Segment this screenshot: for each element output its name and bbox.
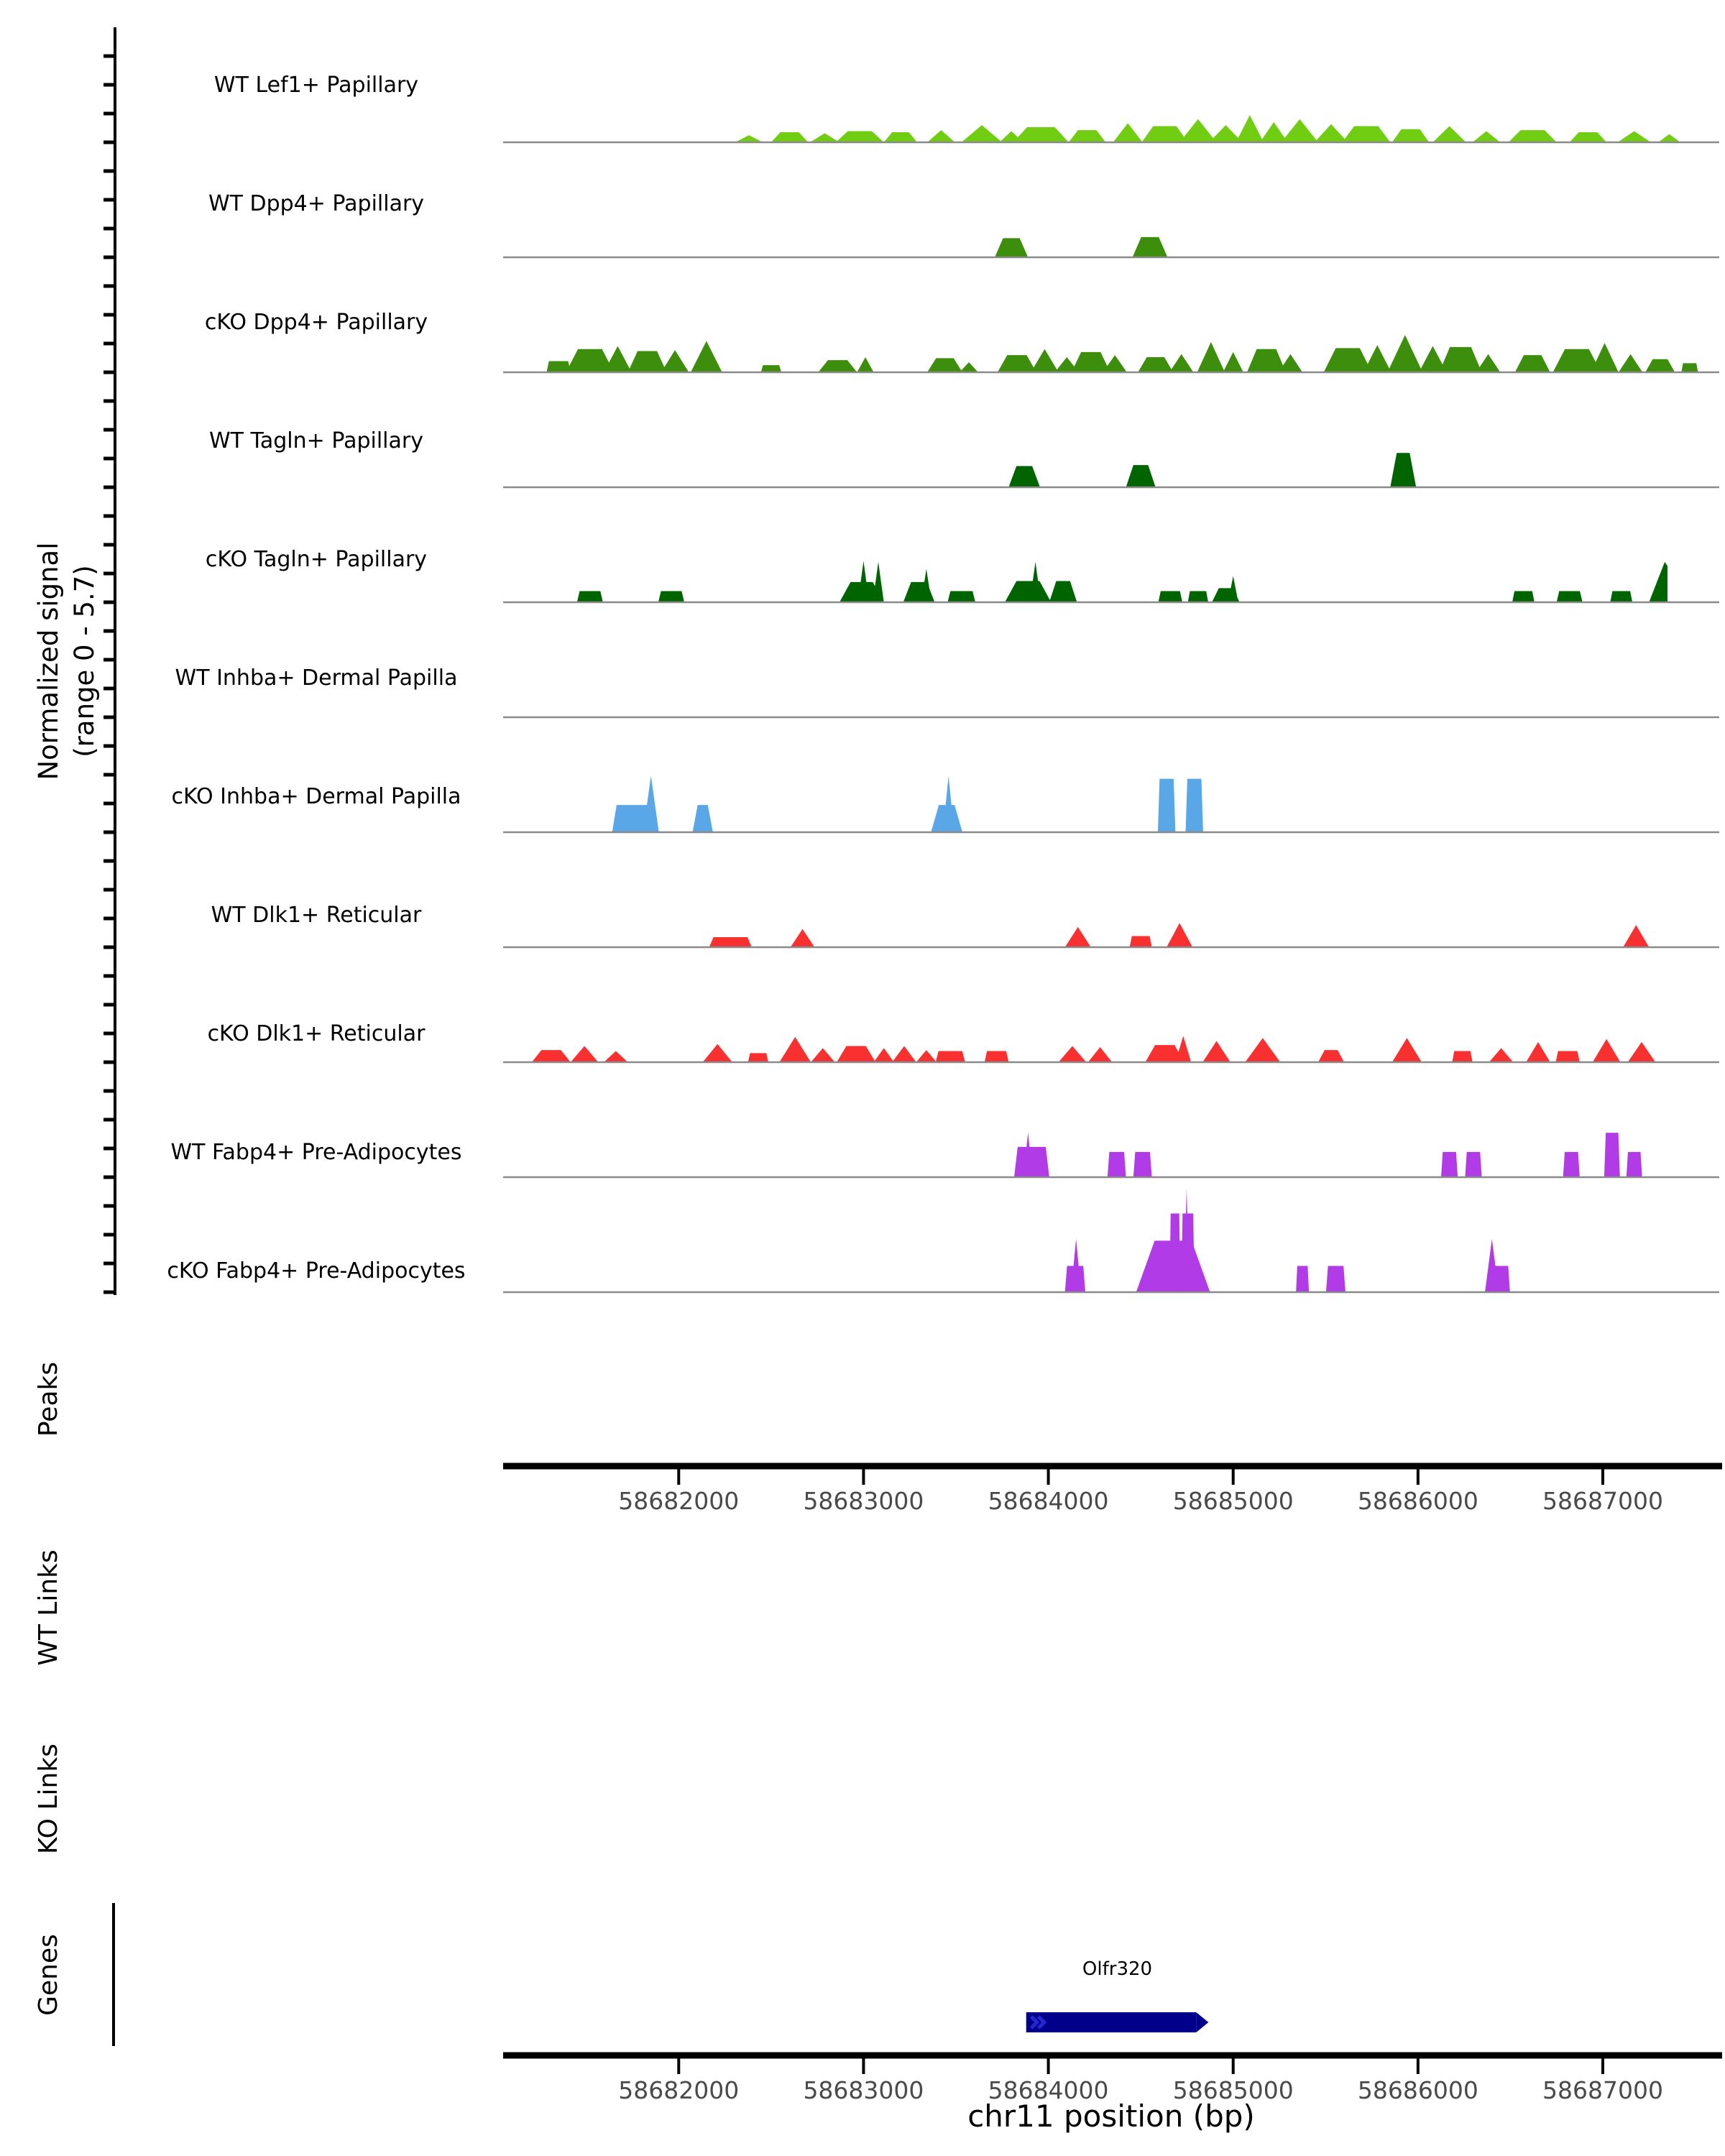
signal-peak bbox=[943, 775, 954, 832]
signal-peak bbox=[1049, 581, 1077, 602]
track-label: WT Inhba+ Dermal Papilla bbox=[175, 665, 458, 691]
track-label: WT Dpp4+ Papillary bbox=[208, 191, 425, 216]
signal-peak bbox=[1158, 779, 1175, 832]
signal-peak bbox=[1245, 1038, 1280, 1062]
peaks-axis-tick-label: 58686000 bbox=[1357, 1487, 1478, 1515]
signal-peak bbox=[1649, 562, 1668, 602]
gene-name-label: Olfr320 bbox=[1082, 1958, 1153, 1980]
signal-peak bbox=[1223, 352, 1243, 372]
section-label-ko-links: KO Links bbox=[33, 1743, 63, 1854]
signal-peak bbox=[916, 1050, 937, 1062]
signal-peak bbox=[709, 937, 752, 947]
y-axis-label-line2: (range 0 - 5.7) bbox=[68, 565, 100, 757]
signal-peak bbox=[1604, 1133, 1620, 1177]
signal-peak bbox=[577, 591, 603, 602]
signal-peak bbox=[1130, 936, 1152, 947]
signal-peak bbox=[571, 1046, 599, 1062]
signal-peak bbox=[837, 1046, 875, 1062]
signal-peak bbox=[691, 341, 722, 372]
signal-peak bbox=[1072, 352, 1110, 372]
signal-peak bbox=[1465, 1152, 1481, 1177]
signal-peak bbox=[1186, 779, 1203, 832]
signal-peak bbox=[1167, 923, 1192, 947]
signal-peak bbox=[1279, 354, 1302, 372]
signal-peak bbox=[1133, 237, 1168, 257]
signal-peak bbox=[1169, 1214, 1180, 1292]
signal-peak bbox=[1591, 343, 1619, 372]
signal-peak bbox=[661, 350, 689, 372]
track-label: WT Tagln+ Papillary bbox=[209, 428, 423, 453]
position-axis-tick-label: 58686000 bbox=[1357, 2076, 1478, 2104]
signal-peak bbox=[604, 1051, 627, 1062]
section-label-genes: Genes bbox=[33, 1934, 63, 2016]
signal-peak bbox=[1432, 126, 1466, 142]
signal-peak bbox=[1627, 1152, 1642, 1177]
signal-peak bbox=[628, 351, 667, 372]
signal-peak bbox=[1473, 132, 1501, 142]
y-axis-label-line1: Normalized signal bbox=[32, 542, 64, 780]
signal-peak bbox=[1031, 349, 1059, 372]
signal-peak bbox=[1159, 591, 1182, 602]
signal-peak bbox=[857, 357, 873, 372]
signal-peak bbox=[1324, 348, 1372, 372]
signal-peak bbox=[1175, 1036, 1191, 1062]
peaks-axis-tick-label: 58682000 bbox=[618, 1487, 740, 1515]
signal-peak bbox=[748, 1053, 768, 1062]
signal-peak bbox=[1557, 591, 1583, 602]
signal-peak bbox=[1138, 357, 1173, 372]
signal-peak bbox=[836, 132, 884, 142]
signal-peak bbox=[1005, 581, 1051, 602]
track-label: cKO Dpp4+ Papillary bbox=[204, 310, 428, 335]
signal-peak bbox=[1489, 1048, 1513, 1062]
signal-peak bbox=[1452, 1051, 1472, 1062]
signal-peak bbox=[1247, 349, 1286, 372]
gene-body bbox=[1026, 2012, 1197, 2032]
signal-peak bbox=[1202, 1041, 1230, 1062]
position-axis-tick-label: 58684000 bbox=[988, 2076, 1109, 2104]
signal-peak bbox=[936, 1051, 965, 1062]
signal-peak bbox=[1282, 119, 1318, 142]
section-label-wt-links: WT Links bbox=[33, 1549, 63, 1666]
x-axis-title: chr11 position (bp) bbox=[967, 2099, 1255, 2134]
signal-peak bbox=[1133, 1152, 1152, 1177]
signal-peak bbox=[1013, 127, 1069, 142]
signal-peak bbox=[1065, 927, 1091, 947]
track-label: cKO Fabp4+ Pre-Adipocytes bbox=[167, 1258, 466, 1284]
signal-peak bbox=[735, 135, 763, 142]
signal-peak bbox=[1179, 119, 1216, 142]
signal-peak bbox=[1197, 342, 1225, 372]
signal-peak bbox=[998, 355, 1036, 372]
signal-peak bbox=[1071, 1239, 1081, 1292]
signal-peak bbox=[1628, 1042, 1656, 1062]
signal-peak bbox=[1296, 1266, 1309, 1292]
signal-peak bbox=[1593, 1039, 1621, 1062]
signal-peak bbox=[658, 591, 684, 602]
signal-peak bbox=[771, 132, 808, 142]
signal-peak bbox=[947, 591, 975, 602]
signal-peak bbox=[892, 1046, 916, 1062]
signal-peak bbox=[1059, 1046, 1087, 1062]
signal-peak bbox=[962, 125, 1003, 142]
gene-arrowhead bbox=[1196, 2012, 1208, 2032]
signal-peak bbox=[1103, 355, 1126, 372]
signal-peak bbox=[1515, 355, 1550, 372]
signal-peak bbox=[1141, 126, 1187, 142]
signal-peak bbox=[1069, 130, 1105, 142]
signal-peak bbox=[703, 1044, 732, 1062]
signal-peak bbox=[884, 132, 917, 142]
signal-peak bbox=[995, 238, 1028, 257]
signal-peak bbox=[1555, 1051, 1579, 1062]
section-label-peaks: Peaks bbox=[33, 1361, 63, 1437]
signal-peak bbox=[1387, 335, 1422, 372]
signal-peak bbox=[1439, 347, 1481, 372]
signal-peak bbox=[532, 1050, 571, 1062]
signal-peak bbox=[1318, 1050, 1344, 1062]
signal-peak bbox=[985, 1051, 1008, 1062]
signal-peak bbox=[1610, 591, 1632, 602]
signal-peak bbox=[1509, 130, 1557, 142]
signal-peak bbox=[791, 929, 814, 947]
signal-peak bbox=[1113, 123, 1143, 142]
signal-peak bbox=[858, 561, 869, 602]
signal-peak bbox=[1441, 1152, 1458, 1177]
position-axis-tick-label: 58685000 bbox=[1172, 2076, 1294, 2104]
signal-peak bbox=[1260, 122, 1288, 142]
signal-peak bbox=[818, 360, 857, 372]
signal-peak bbox=[1315, 124, 1348, 142]
signal-peak bbox=[604, 346, 632, 372]
signal-peak bbox=[960, 362, 978, 372]
signal-peak bbox=[1363, 345, 1392, 372]
peaks-axis-tick-label: 58685000 bbox=[1172, 1487, 1294, 1515]
position-axis-tick-label: 58682000 bbox=[618, 2076, 740, 2104]
track-label: WT Fabp4+ Pre-Adipocytes bbox=[170, 1140, 462, 1165]
signal-peak bbox=[1169, 354, 1193, 372]
signal-peak bbox=[1392, 1038, 1422, 1062]
track-label: WT Lef1+ Papillary bbox=[213, 73, 419, 98]
position-axis-tick-label: 58683000 bbox=[803, 2076, 924, 2104]
signal-peak bbox=[1236, 115, 1264, 142]
signal-peak bbox=[1188, 591, 1208, 602]
signal-peak bbox=[1326, 1266, 1346, 1292]
signal-peak bbox=[1618, 132, 1651, 142]
signal-peak bbox=[1390, 453, 1416, 487]
peaks-axis-tick-label: 58683000 bbox=[803, 1487, 924, 1515]
signal-peak bbox=[927, 130, 955, 142]
signal-peak bbox=[1512, 591, 1535, 602]
signal-peak bbox=[1645, 359, 1675, 372]
peaks-axis-tick-label: 58684000 bbox=[988, 1487, 1109, 1515]
signal-peak bbox=[1623, 925, 1649, 947]
track-label: WT Dlk1+ Reticular bbox=[211, 903, 422, 928]
signal-peak bbox=[927, 358, 962, 372]
signal-peak bbox=[1563, 1152, 1580, 1177]
signal-peak bbox=[1126, 465, 1156, 487]
signal-peak bbox=[1476, 354, 1500, 372]
signal-peak bbox=[1108, 1152, 1126, 1177]
track-label: cKO Tagln+ Papillary bbox=[205, 547, 428, 572]
signal-peak bbox=[1526, 1042, 1550, 1062]
signal-peak bbox=[1681, 363, 1698, 372]
signal-peak bbox=[1088, 1047, 1112, 1062]
signal-peak bbox=[1342, 126, 1390, 142]
position-axis-tick-label: 58687000 bbox=[1542, 2076, 1663, 2104]
signal-peak bbox=[1658, 134, 1680, 142]
signal-peak bbox=[1492, 1266, 1509, 1292]
signal-peak bbox=[761, 365, 781, 372]
signal-peak bbox=[1008, 466, 1040, 487]
peaks-axis-tick-label: 58687000 bbox=[1542, 1487, 1663, 1515]
signal-peak bbox=[643, 775, 659, 832]
signal-peak bbox=[1619, 354, 1642, 372]
signal-peak bbox=[1570, 132, 1606, 142]
track-label: cKO Inhba+ Dermal Papilla bbox=[171, 784, 461, 809]
signal-peak bbox=[1392, 129, 1429, 142]
track-label: cKO Dlk1+ Reticular bbox=[207, 1021, 426, 1046]
signal-peak bbox=[810, 133, 840, 142]
signal-peak bbox=[779, 1037, 811, 1062]
signal-peak bbox=[873, 562, 883, 602]
signal-peak bbox=[811, 1048, 834, 1062]
signal-peak bbox=[874, 1048, 894, 1062]
signal-peak bbox=[693, 805, 713, 832]
